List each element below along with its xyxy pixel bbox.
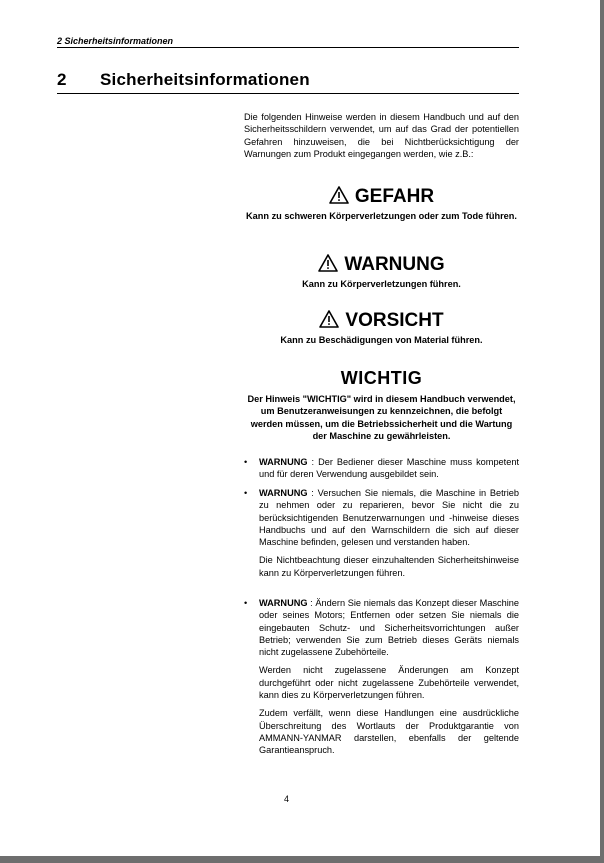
bullet-extra-paragraph: Die Nichtbeachtung dieser einzuhaltenden Sicherheitshinweise kann zu Körperverletzungen führen. [259, 555, 519, 578]
header-rule [57, 47, 519, 48]
chapter-title: Sicherheitsinformationen [100, 70, 310, 89]
bullet-label: WARNUNG [259, 457, 308, 467]
intro-paragraph: Die folgenden Hinweise werden in diesem Handbuch und auf den Sicherheitsschildern verwendet, um auf das Grad der potentiellen Gefahren hinzuweisen, die bei Nichtberücksichtigung der Warnungen zum Produkt eingegangen werden, wie z.B.: [244, 112, 519, 159]
title-rule [57, 93, 519, 94]
bullet-text: : Der Bediener dieser Maschine muss kompetent und für deren Verwendung ausgebildet sein. [259, 457, 519, 480]
page-number: 4 [284, 794, 290, 804]
bullet-dot: • [244, 488, 248, 498]
signal-description: Kann zu schweren Körperverletzungen oder zum Tode führen. [246, 211, 517, 221]
bullet-item [244, 456, 519, 487]
signal-description: Kann zu Körperverletzungen führen. [302, 279, 461, 289]
wichtig-title: WICHTIG [340, 368, 423, 388]
bullet-item [244, 597, 519, 763]
signal-gefahr [244, 186, 519, 222]
chapter-number: 2 [57, 70, 67, 89]
bullet-label: WARNUNG [259, 488, 308, 498]
signal-vorsicht [244, 310, 519, 346]
bullet-text: : Ändern Sie niemals das Konzept dieser Maschine oder seines Motors; Entfernen oder setzen Sie niemals die eingebauten Schutz- und Sicherheitsvorrichtungen außer Betrieb; verwenden Sie zum Betrieb dieses Geräts niemals nicht zugelassene Zubehörteile. [259, 598, 519, 658]
bullet-text: : Versuchen Sie niemals, die Maschine in Betrieb zu nehmen oder zu reparieren, bevor Sie nicht die zu berücksichtigenden Benutzerwarnungen und -hinweise dieses Handbuchs und auf den Warnschildern die sich auf dieser Maschine befinden, gelesen und verstanden haben. [259, 488, 519, 548]
signal-word: GEFAHR [354, 186, 435, 207]
bullet-label: WARNUNG [259, 598, 308, 608]
bullet-dot: • [244, 457, 248, 467]
running-header: 2 Sicherheitsinformationen [57, 36, 174, 46]
warning-triangle-icon [329, 186, 349, 204]
signal-word: WARNUNG [344, 254, 445, 275]
bullet-extra-paragraph: Zudem verfällt, wenn diese Handlungen eine ausdrückliche Überschreitung des Wortlauts der Produktgarantie von AMMANN-YANMAR darstellen, ebenfalls der geltende Garantieanspruch. [259, 708, 519, 756]
signal-word: VORSICHT [345, 310, 444, 331]
bullet-dot: • [244, 598, 248, 608]
bullet-item [244, 487, 519, 585]
page-frame-right [600, 0, 604, 863]
wichtig-box [244, 367, 519, 442]
warning-triangle-icon [319, 310, 339, 328]
page-frame-bottom [0, 856, 604, 863]
bullet-extra-paragraph: Werden nicht zugelassene Änderungen am Konzept durchgeführt oder nicht zugelassene Zubehörteile verwendet, kann dies zu Körperverletzungen führen. [259, 665, 519, 701]
signal-description: Kann zu Beschädigungen von Material führen. [280, 335, 483, 345]
wichtig-description: Der Hinweis "WICHTIG" wird in diesem Handbuch verwendet, um Benutzeranweisungen zu kennzeichnen, die befolgt werden müssen, um die Betriebssicherheit und die Wartung der Maschine zu gewährleisten. [247, 394, 516, 441]
warning-triangle-icon [318, 254, 338, 272]
signal-warnung [244, 254, 519, 290]
